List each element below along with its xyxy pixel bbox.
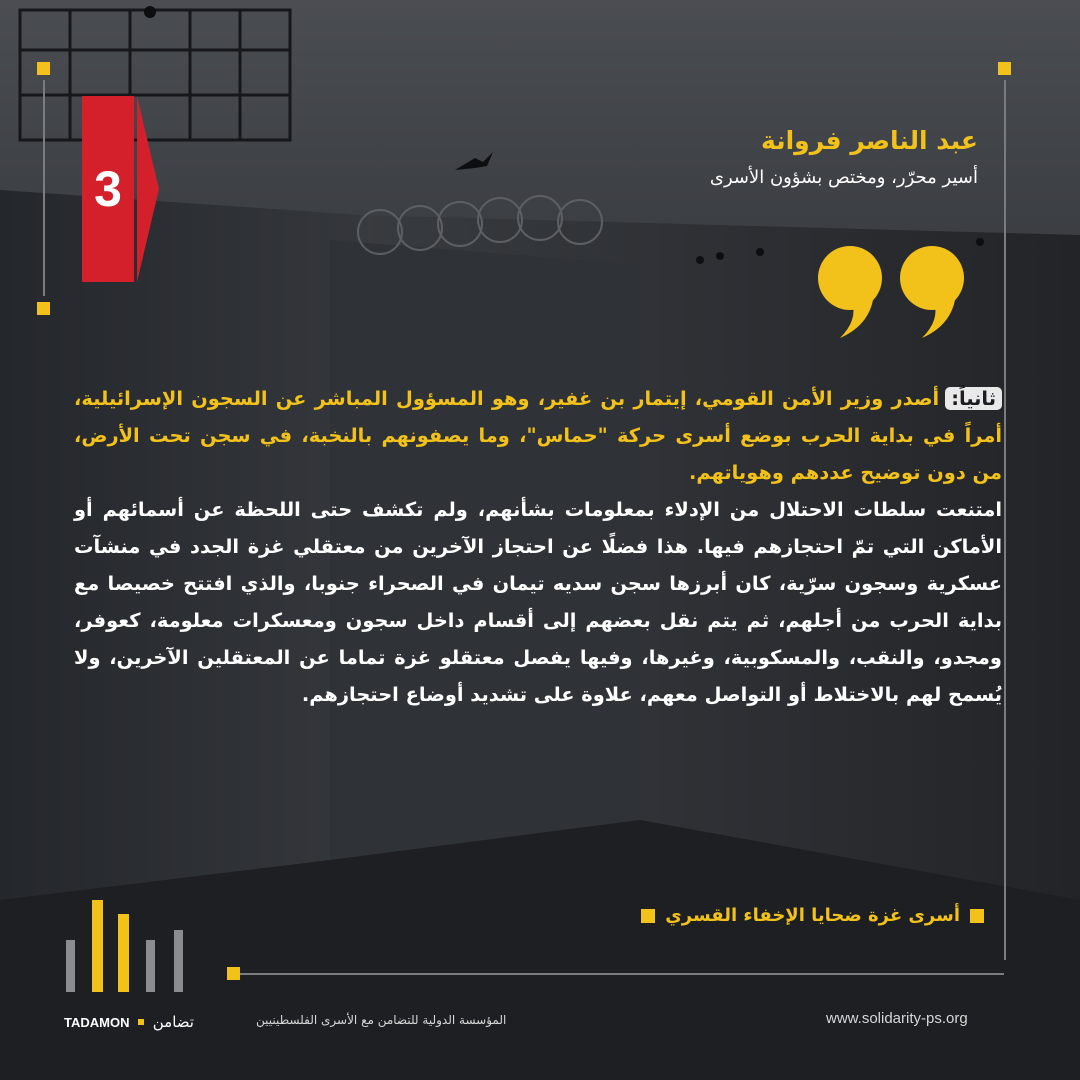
logo-english: TADAMON xyxy=(64,1014,130,1030)
frame-corner-square xyxy=(37,62,50,75)
frame-line-right xyxy=(1004,80,1006,960)
footer-organization: المؤسسة الدولية للتضامن مع الأسرى الفلسطينيين xyxy=(256,1013,507,1027)
bullet-square-icon xyxy=(970,909,984,923)
highlight-text: أصدر وزير الأمن القومي، إيتمار بن غفير، وهو المسؤول المباشر عن السجون الإسرائيلية، أمراً في بداية الحرب بوضع أسرى حركة "حماس"، وما يصفونهم بالنخبة، في سجن تحت الأرض، من دون توضيح عددهم وهوياتهم. xyxy=(74,387,1002,484)
author-block xyxy=(710,124,978,192)
author-name: عبد الناصر فروانة xyxy=(761,126,978,155)
footer-website-link[interactable]: www.solidarity-ps.org xyxy=(826,1010,968,1027)
main-paragraph: امتنعت سلطات الاحتلال من الإدلاء بمعلومات بشأنهم، ولم تكشف حتى اللحظة عن أسمائهم أو الأماكن التي تمّ احتجازهم فيها. هذا فضلًا عن احتجاز الآخرين من معتقلي غزة الجدد في منشآت عسكرية وسجون سرّية، كان أبرزها سجن سديه تيمان في الصحراء جنوبا، والذي افتتح خصيصا مع بداية الحرب من أجلهم، ثم يتم نقل بعضهم إلى أقسام داخل سجون ومعسكرات معلومة، كعوفر، ومجدو، والنقب، والمسكوبية، وغيرها، وفيها يفصل معتقلو غزة تماما عن المعتقلين الآخرين، ولا يُسمح لهم بالاختلاط أو التواصل معهم، علاوة على تشديد أوضاع احتجازهم. xyxy=(74,498,1002,706)
section-label: ثانياً: xyxy=(945,387,1002,410)
frame-corner-square xyxy=(998,62,1011,75)
chevron-right-icon xyxy=(137,96,159,282)
highlight-paragraph xyxy=(74,380,1002,491)
bullet-square-icon xyxy=(641,909,655,923)
author-role: أسير محرّر، ومختص بشؤون الأسرى xyxy=(709,167,978,188)
tadamon-logo-icon xyxy=(66,900,192,996)
card-number: 3 xyxy=(94,161,122,217)
frame-line-left xyxy=(43,80,45,296)
tagline xyxy=(641,905,984,926)
logo-arabic: تضامن xyxy=(152,1013,194,1031)
article-body xyxy=(74,380,1002,713)
frame-corner-square xyxy=(227,967,240,980)
card-number-badge xyxy=(82,96,134,282)
frame-line-bottom xyxy=(240,973,1004,975)
frame-corner-square xyxy=(37,302,50,315)
logo-wordmark xyxy=(64,1012,194,1032)
quotation-mark-icon xyxy=(812,240,972,340)
logo-dot-icon xyxy=(138,1019,144,1025)
tagline-text: أسرى غزة ضحايا الإخفاء القسري xyxy=(665,905,960,926)
